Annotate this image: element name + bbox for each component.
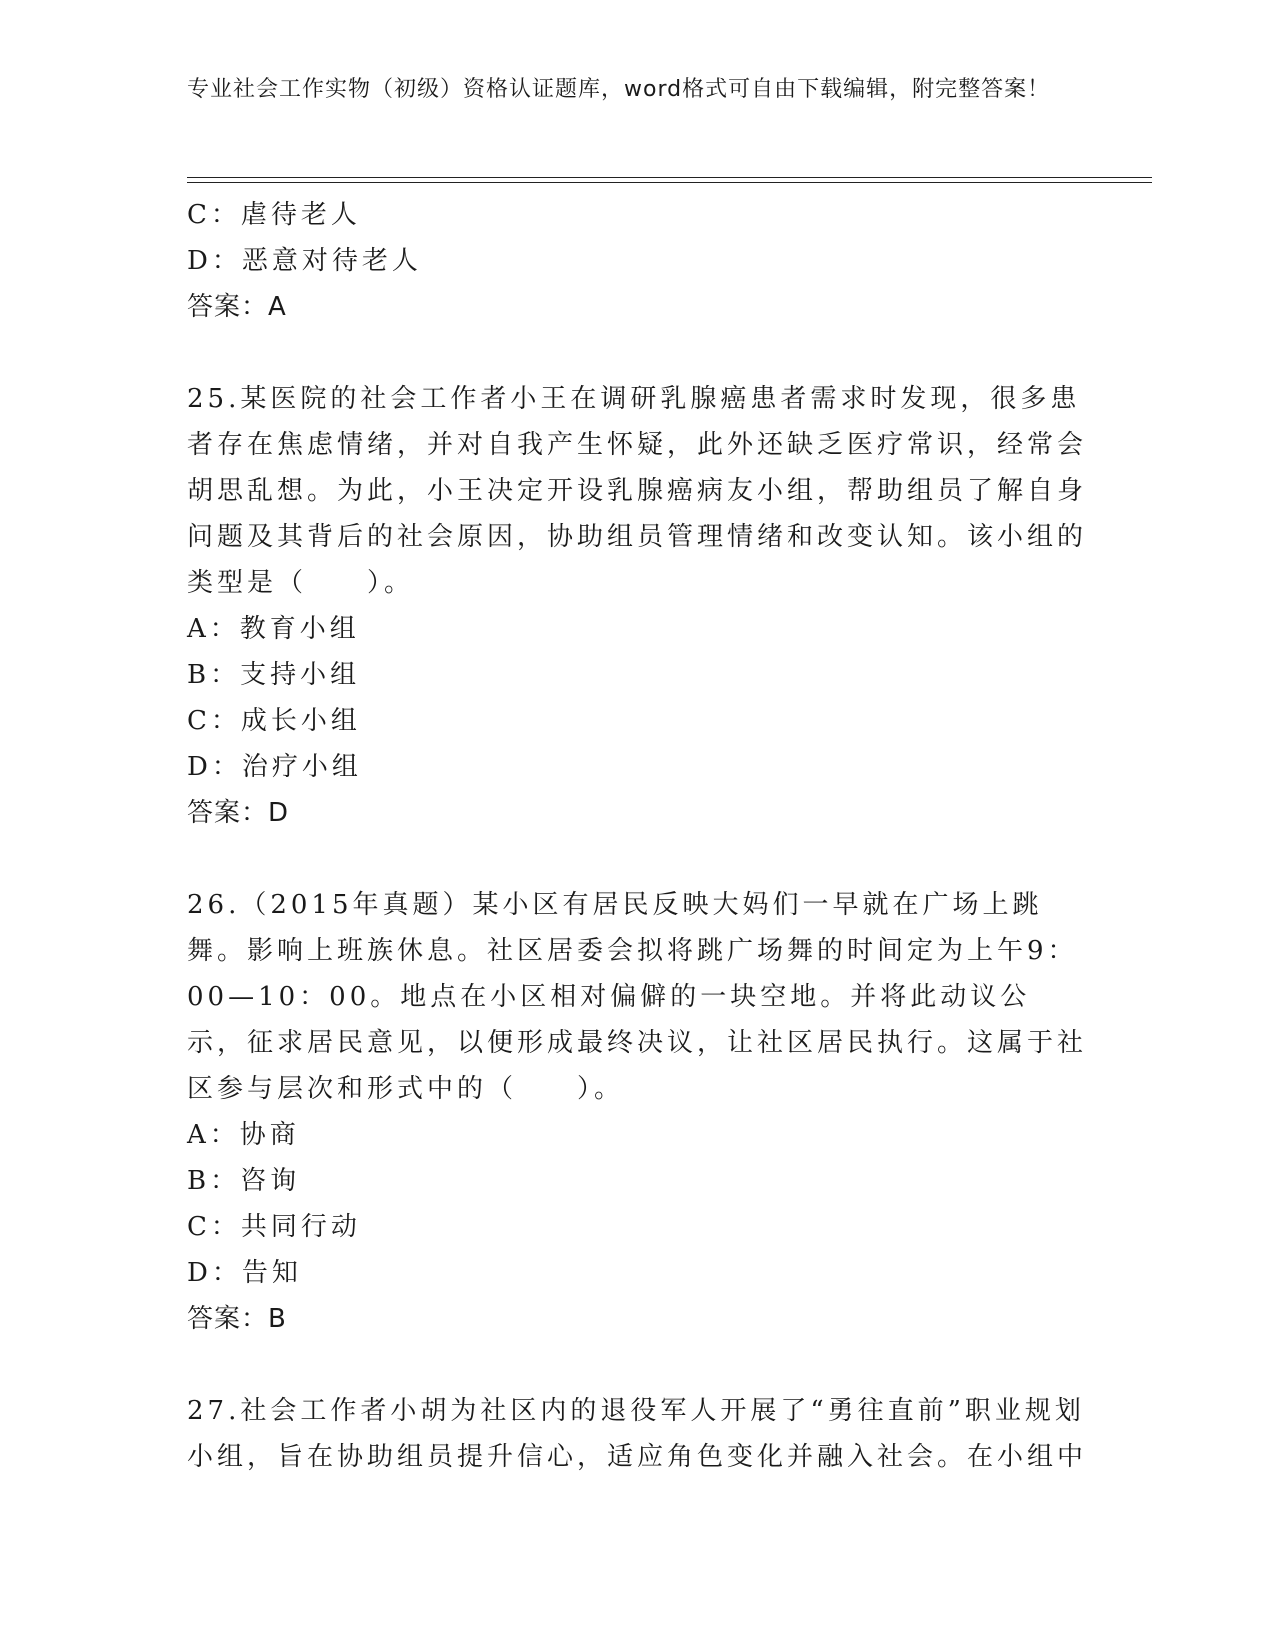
question-26-option-d: D：告知 — [187, 1258, 302, 1288]
question-26-option-b: B：咨询 — [187, 1166, 301, 1196]
spacer — [187, 1342, 1087, 1388]
answer-line: 答案：A — [187, 292, 287, 322]
question-26-option-c: C：共同行动 — [187, 1212, 361, 1242]
spacer — [187, 330, 1087, 376]
document-content — [187, 192, 1087, 1480]
question-25-option-c: C：成长小组 — [187, 706, 361, 736]
question-26-option-a: A：协商 — [187, 1120, 300, 1150]
option-c: C：虐待老人 — [187, 200, 361, 230]
header-divider-top — [187, 177, 1152, 178]
header-divider-bottom — [187, 182, 1152, 183]
question-26-answer: 答案：B — [187, 1304, 287, 1334]
question-25-option-a: A：教育小组 — [187, 614, 360, 644]
question-25-option-d: D：治疗小组 — [187, 752, 362, 782]
option-d: D：恶意对待老人 — [187, 246, 422, 276]
spacer — [187, 836, 1087, 882]
question-25-option-b: B：支持小组 — [187, 660, 361, 690]
question-25-stem: 25.某医院的社会工作者小王在调研乳腺癌患者需求时发现，很多患者存在焦虑情绪，并对自我产生怀疑，此外还缺乏医疗常识，经常会胡思乱想。为此，小王决定开设乳腺癌病友小组，帮助组员了解自身问题及其背后的社会原因，协助组员管理情绪和改变认知。该小组的类型是（ ）。 — [187, 384, 1088, 598]
question-27-stem: 27.社会工作者小胡为社区内的退役军人开展了“勇往直前”职业规划小组，旨在协助组员提升信心，适应角色变化并融入社会。在小组中 — [187, 1396, 1088, 1472]
question-26-stem: 26.（2015年真题）某小区有居民反映大妈们一早就在广场上跳舞。影响上班族休息。社区居委会拟将跳广场舞的时间定为上午9：00—10：00。地点在小区相对偏僻的一块空地。并将此动议公示，征求居民意见，以便形成最终决议，让社区居民执行。这属于社区参与层次和形式中的（ ）。 — [187, 890, 1088, 1104]
question-25-answer: 答案：D — [187, 798, 290, 828]
page-header: 专业社会工作实物（初级）资格认证题库，word格式可自由下载编辑，附完整答案！ — [187, 77, 1051, 102]
